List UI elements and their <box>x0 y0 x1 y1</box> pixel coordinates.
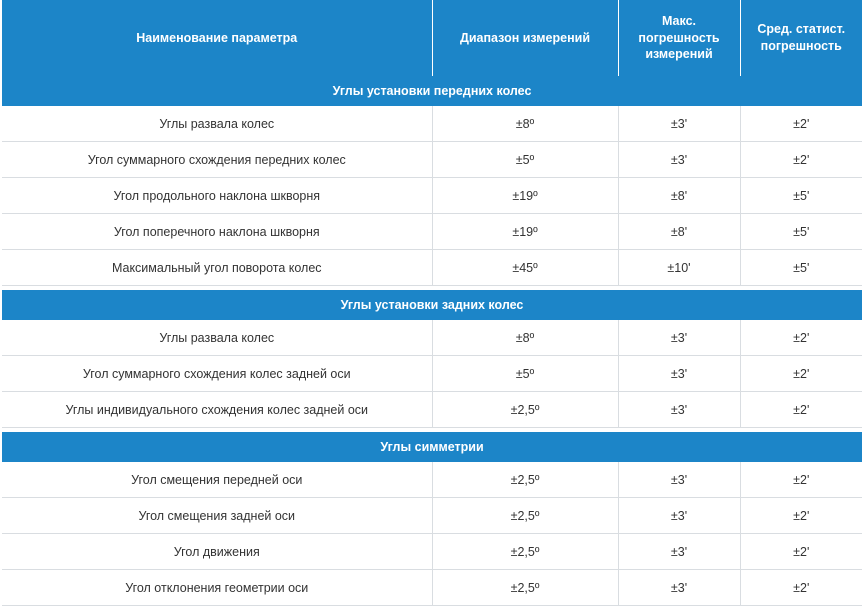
cell-max-error: ±3' <box>618 462 740 498</box>
header-row <box>2 0 862 76</box>
cell-parameter-name: Углы развала колес <box>2 106 432 142</box>
cell-parameter-name: Угол суммарного схождения передних колес <box>2 142 432 178</box>
cell-measurement-range: ±2,5º <box>432 498 618 534</box>
section-title: Углы установки задних колес <box>2 290 862 320</box>
cell-measurement-range: ±19º <box>432 178 618 214</box>
cell-parameter-name: Угол смещения передней оси <box>2 462 432 498</box>
table-row <box>2 142 862 178</box>
table-row <box>2 392 862 428</box>
cell-measurement-range: ±19º <box>432 214 618 250</box>
table-row <box>2 320 862 356</box>
cell-max-error: ±10' <box>618 250 740 286</box>
cell-parameter-name: Углы развала колес <box>2 320 432 356</box>
cell-average-error: ±2' <box>740 142 862 178</box>
cell-max-error: ±3' <box>618 142 740 178</box>
cell-max-error: ±3' <box>618 320 740 356</box>
table-body <box>2 76 862 606</box>
table-row <box>2 570 862 606</box>
cell-parameter-name: Угол поперечного наклона шкворня <box>2 214 432 250</box>
cell-parameter-name: Угол движения <box>2 534 432 570</box>
cell-average-error: ±5' <box>740 178 862 214</box>
cell-average-error: ±5' <box>740 250 862 286</box>
header-max-error: Макс. погрешность измерений <box>618 0 740 76</box>
section-header-row <box>2 290 862 320</box>
cell-max-error: ±3' <box>618 356 740 392</box>
table-row <box>2 214 862 250</box>
table-row <box>2 534 862 570</box>
cell-measurement-range: ±2,5º <box>432 462 618 498</box>
cell-average-error: ±2' <box>740 498 862 534</box>
cell-measurement-range: ±45º <box>432 250 618 286</box>
cell-average-error: ±2' <box>740 392 862 428</box>
cell-max-error: ±8' <box>618 178 740 214</box>
measurement-parameters-table <box>2 0 862 606</box>
cell-max-error: ±3' <box>618 106 740 142</box>
cell-parameter-name: Угол отклонения геометрии оси <box>2 570 432 606</box>
section-title: Углы симметрии <box>2 432 862 462</box>
table-header <box>2 0 862 76</box>
header-measurement-range: Диапазон измерений <box>432 0 618 76</box>
table-row <box>2 498 862 534</box>
cell-average-error: ±2' <box>740 320 862 356</box>
cell-max-error: ±3' <box>618 498 740 534</box>
cell-measurement-range: ±2,5º <box>432 570 618 606</box>
table-row <box>2 178 862 214</box>
cell-average-error: ±2' <box>740 356 862 392</box>
cell-parameter-name: Максимальный угол поворота колес <box>2 250 432 286</box>
cell-measurement-range: ±8º <box>432 320 618 356</box>
section-header-row <box>2 76 862 106</box>
cell-measurement-range: ±5º <box>432 142 618 178</box>
table-row <box>2 250 862 286</box>
cell-parameter-name: Угол смещения задней оси <box>2 498 432 534</box>
cell-parameter-name: Углы индивидуального схождения колес задней оси <box>2 392 432 428</box>
cell-max-error: ±3' <box>618 392 740 428</box>
cell-average-error: ±2' <box>740 106 862 142</box>
table-row <box>2 462 862 498</box>
cell-measurement-range: ±2,5º <box>432 534 618 570</box>
cell-max-error: ±8' <box>618 214 740 250</box>
cell-average-error: ±2' <box>740 570 862 606</box>
cell-measurement-range: ±5º <box>432 356 618 392</box>
section-title: Углы установки передних колес <box>2 76 862 106</box>
header-parameter-name: Наименование параметра <box>2 0 432 76</box>
header-average-error: Сред. статист. погрешность <box>740 0 862 76</box>
cell-max-error: ±3' <box>618 534 740 570</box>
cell-measurement-range: ±8º <box>432 106 618 142</box>
cell-parameter-name: Угол продольного наклона шкворня <box>2 178 432 214</box>
table-row <box>2 356 862 392</box>
section-header-row <box>2 432 862 462</box>
table-row <box>2 106 862 142</box>
cell-average-error: ±2' <box>740 534 862 570</box>
cell-max-error: ±3' <box>618 570 740 606</box>
cell-measurement-range: ±2,5º <box>432 392 618 428</box>
cell-parameter-name: Угол суммарного схождения колес задней оси <box>2 356 432 392</box>
cell-average-error: ±5' <box>740 214 862 250</box>
cell-average-error: ±2' <box>740 462 862 498</box>
